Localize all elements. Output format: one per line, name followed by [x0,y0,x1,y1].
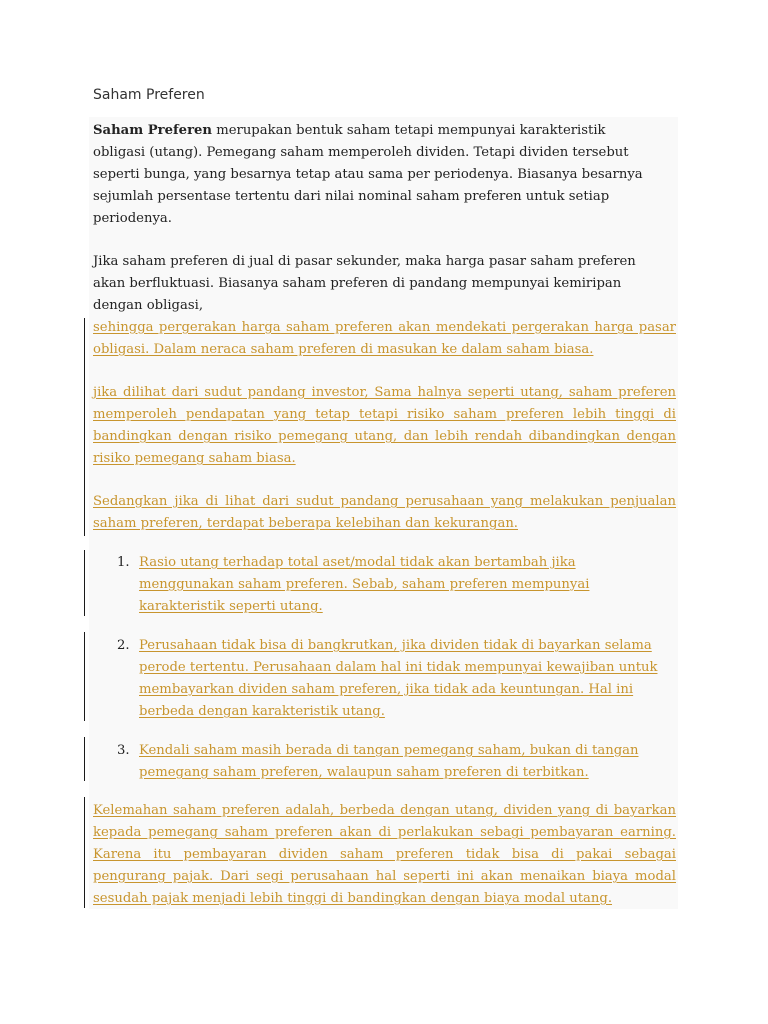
list-item-3 [93,740,676,784]
list-item-text [139,740,676,784]
text-line: Kendali saham masih berada di tangan pemegang saham, bukan di tangan [139,743,639,758]
text-line: obligasi (utang). Pemegang saham memperoleh dividen. Tetapi dividen tersebut [93,145,629,160]
list-item-2 [93,635,676,723]
text-line: obligasi. Dalam neraca saham preferen di masukan ke dalam saham biasa. [93,342,594,357]
bold-term: Saham Preferen [93,123,212,138]
change-bar [84,797,85,908]
text-line: Perusahaan tidak bisa di bangkrutkan, jika dividen tidak di bayarkan selama [139,638,652,653]
text-line: saham preferen, terdapat beberapa kelebihan dan kekurangan. [93,516,519,531]
text-line: perode tertentu. Perusahaan dalam hal ini tidak mempunyai kewajiban untuk [139,660,658,675]
text-line: Jika saham preferen di jual di pasar sekunder, maka harga pasar saham preferen [93,254,636,269]
text-line-rest: merupakan bentuk saham tetapi mempunyai karakteristik [216,123,606,138]
text-line: sejumlah persentase tertentu dari nilai nominal saham preferen untuk setiap [93,189,610,204]
inserted-paragraph-neraca [93,317,676,361]
text-line: karakteristik seperti utang. [139,599,323,614]
text-line: Rasio utang terhadap total aset/modal tidak akan bertambah jika [139,555,576,570]
text-line: memperoleh pendapatan yang tetap tetapi risiko saham preferen lebih tinggi di [93,407,676,422]
change-bar [84,318,85,536]
text-line: menggunakan saham preferen. Sebab, saham preferen mempunyai [139,577,590,592]
change-bar [84,550,85,616]
text-line: pengurang pajak. Dari segi perusahaan hal seperti ini akan menaikan biaya modal [93,869,676,884]
list-item-1 [93,552,676,618]
inserted-paragraph-perusahaan [93,491,676,535]
text-line: jika dilihat dari sudut pandang investor, Sama halnya seperti utang, saham preferen [93,385,676,400]
text-line: Karena itu pembayaran dividen saham preferen tidak bisa di pakai sebagai [93,847,676,862]
text-line [93,120,676,142]
text-line: bandingkan dengan risiko pemegang utang, dan lebih rendah dibandingkan dengan [93,429,676,444]
text-line: Sedangkan jika di lihat dari sudut pandang perusahaan yang melakukan penjualan [93,494,676,509]
change-bar [84,632,85,721]
paragraph-definition [93,120,676,230]
document-body [93,120,676,910]
inserted-paragraph-investor [93,382,676,470]
text-line: sesudah pajak menjadi lebih tinggi di bandingkan dengan biaya modal utang. [93,891,613,906]
list-number: 2. [117,638,130,653]
text-line: pemegang saham preferen, walaupun saham preferen di terbitkan. [139,765,589,780]
text-line: seperti bunga, yang besarnya tetap atau sama per periodenya. Biasanya besarnya [93,167,643,182]
text-line: sehingga pergerakan harga saham preferen akan mendekati pergerakan harga pasar [93,320,676,335]
text-line: akan berfluktuasi. Biasanya saham preferen di pandang mempunyai kemiripan [93,276,622,291]
text-line: kepada pemegang saham preferen akan di perlakukan sebagi pembayaran earning. [93,825,676,840]
text-line: berbeda dengan karakteristik utang. [139,704,385,719]
text-line: membayarkan dividen saham preferen, jika tidak ada keuntungan. Hal ini [139,682,634,697]
document-title: Saham Preferen [93,87,205,103]
list-number: 3. [117,743,130,758]
list-item-text [139,552,676,618]
text-line: periodenya. [93,211,172,226]
text-line: Kelemahan saham preferen adalah, berbeda dengan utang, dividen yang di bayarkan [93,803,676,818]
list-item-text [139,635,676,723]
text-line: dengan obligasi, [93,298,204,313]
inserted-paragraph-kelemahan [93,800,676,910]
paragraph-secondary-market [93,251,676,317]
change-bar [84,737,85,781]
list-number: 1. [117,555,130,570]
text-line: risiko pemegang saham biasa. [93,451,296,466]
numbered-list [93,552,676,784]
